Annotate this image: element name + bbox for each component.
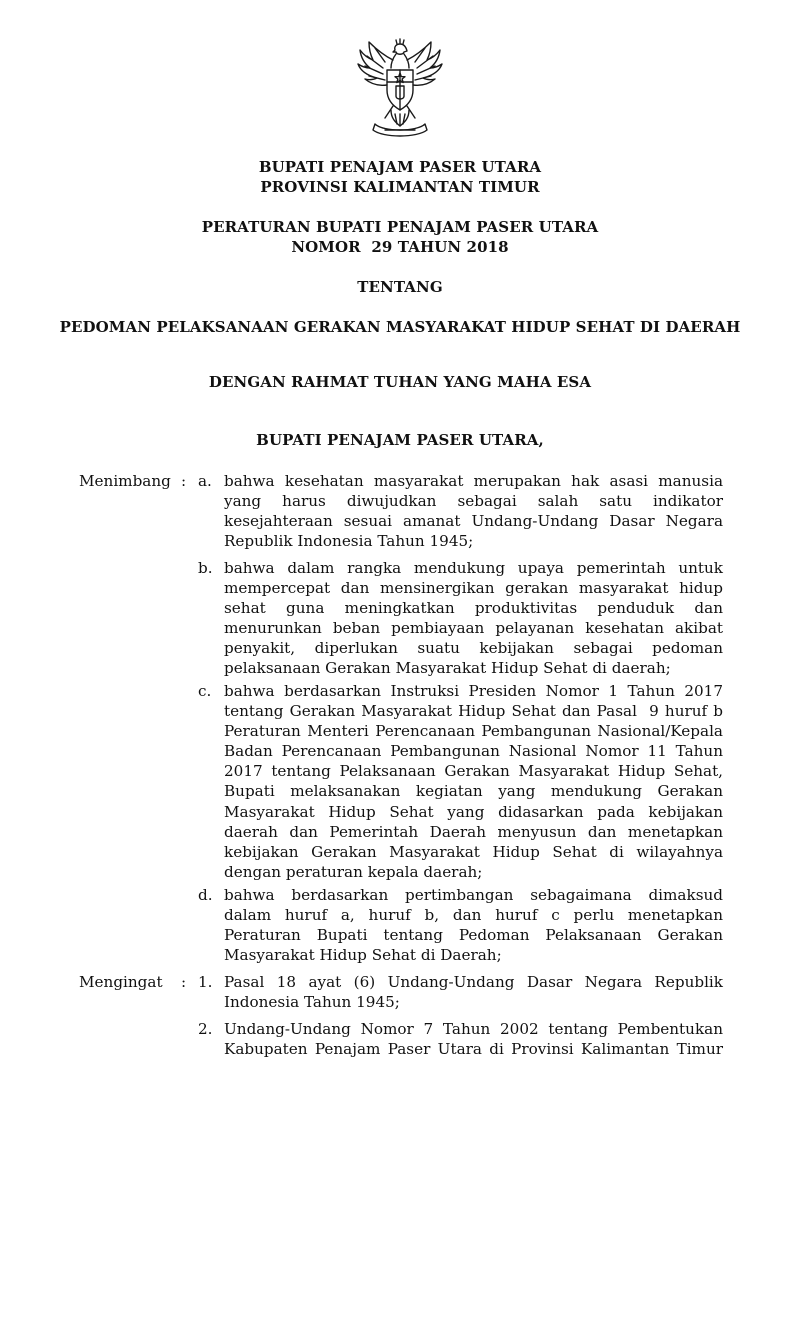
blessing-line: DENGAN RAHMAT TUHAN YANG MAHA ESA [208,373,592,391]
item-marker: 1. [198,973,213,991]
item-line: Bupati melaksanakan kegiatan yang mendukung Gerakan [224,782,723,801]
authority-line: BUPATI PENAJAM PASER UTARA, [256,431,544,449]
mengingat-item-1 [198,972,723,1012]
province-title: PROVINSI KALIMANTAN TIMUR [260,178,540,196]
item-line: penyakit, diperlukan suatu kebijakan sebagai pedoman [224,639,723,658]
item-marker: b. [198,559,213,577]
item-line: Peraturan Bupati tentang Pedoman Pelaksanaan Gerakan [224,926,723,945]
item-line: Indonesia Tahun 1945; [224,993,400,1012]
item-line: Undang-Undang Nomor 7 Tahun 2002 tentang Pembentukan [224,1020,723,1038]
item-line: Republik Indonesia Tahun 1945; [224,532,474,551]
menimbang-item-c [198,681,723,882]
menimbang-colon: : [181,472,187,490]
menimbang-item-d [198,885,723,965]
regulation-subject: PEDOMAN PELAKSANAAN GERAKAN MASYARAKAT HIDUP SEHAT DI DAERAH [59,318,741,336]
menimbang-item-a [198,471,723,551]
menimbang-label: Menimbang [79,472,171,490]
item-marker: c. [198,682,212,700]
garuda-emblem-icon [355,38,445,140]
item-line: Masyarakat Hidup Sehat yang didasarkan pada kebijakan [224,802,723,821]
item-line: 2017 tentang Pelaksanaan Gerakan Masyarakat Hidup Sehat, [224,762,723,781]
item-line: tentang Gerakan Masyarakat Hidup Sehat dan Pasal 9 huruf b [224,702,723,721]
about-heading: TENTANG [357,278,443,296]
item-line: bahwa berdasarkan pertimbangan sebagaimana dimaksud [224,886,723,904]
item-line: yang harus diwujudkan sebagai salah satu indikator [224,492,723,511]
item-line: dengan peraturan kepala daerah; [224,862,483,881]
item-line: pelaksanaan Gerakan Masyarakat Hidup Sehat di daerah; [224,659,671,678]
item-line: Masyarakat Hidup Sehat di Daerah; [224,946,502,965]
item-line: sehat guna meningkatkan produktivitas penduduk dan [224,599,723,618]
item-line: kesejahteraan sesuai amanat Undang-Undang Dasar Negara [224,512,723,531]
item-line: menurunkan beban pembiayaan pelayanan kesehatan akibat [224,619,723,638]
item-line: bahwa berdasarkan Instruksi Presiden Nomor 1 Tahun 2017 [224,682,723,700]
item-line: Peraturan Menteri Perencanaan Pembangunan Nasional/Kepala [224,722,723,741]
item-line: daerah dan Pemerintah Daerah menyusun dan menetapkan [224,822,723,841]
item-marker: d. [198,886,213,904]
mengingat-colon: : [181,973,187,991]
regulation-title: PERATURAN BUPATI PENAJAM PASER UTARA [201,218,599,236]
mengingat-label: Mengingat [79,973,163,991]
regent-title: BUPATI PENAJAM PASER UTARA [258,158,542,176]
item-line: dalam huruf a, huruf b, dan huruf c perlu menetapkan [224,906,723,925]
item-line: Pasal 18 ayat (6) Undang-Undang Dasar Negara Republik [224,973,723,991]
item-line: mempercepat dan mensinergikan gerakan masyarakat hidup [224,579,723,598]
item-line: bahwa kesehatan masyarakat merupakan hak asasi manusia [224,472,723,490]
menimbang-item-b [198,558,723,679]
item-line: Kabupaten Penajam Paser Utara di Provinsi Kalimantan Timur [224,1040,723,1059]
mengingat-item-2 [198,1019,723,1059]
item-line: kebijakan Gerakan Masyarakat Hidup Sehat di wilayahnya [224,842,723,861]
item-line: bahwa dalam rangka mendukung upaya pemerintah untuk [224,559,723,577]
item-marker: 2. [198,1020,213,1038]
item-line: Badan Perencanaan Pembangunan Nasional Nomor 11 Tahun [224,742,723,761]
item-marker: a. [198,472,212,490]
regulation-number: NOMOR 29 TAHUN 2018 [291,238,509,256]
